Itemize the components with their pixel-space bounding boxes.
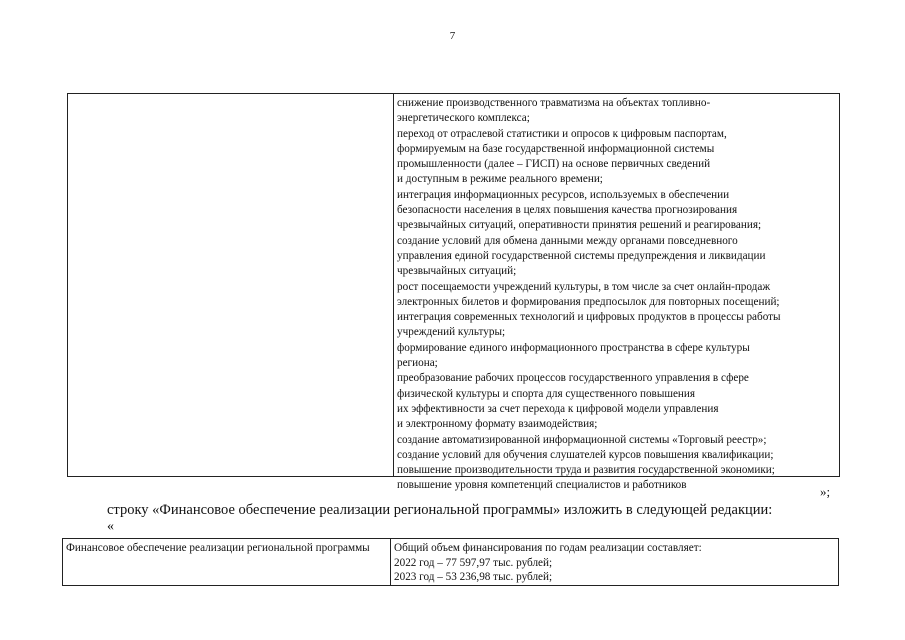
result-line: энергетического комплекса; [397, 112, 530, 125]
result-line: и доступным в режиме реального времени; [397, 173, 603, 186]
result-line: управления единой государственной системы предупреждения и ликвидации [397, 249, 766, 262]
result-line: физической культуры и спорта для существенного повышения [397, 387, 696, 400]
result-line: формируемым на базе государственной информационной системы [397, 142, 715, 155]
page-number: 7 [449, 30, 456, 42]
opening-quote-mark: « [107, 519, 114, 534]
result-line: повышение уровня компетенций специалистов и работников [397, 479, 687, 492]
financing-values-cell [394, 541, 702, 585]
result-line: их эффективности за счет перехода к цифровой модели управления [397, 402, 719, 415]
column-divider [393, 94, 394, 476]
closing-quote-mark: »; [820, 484, 831, 499]
result-line: снижение производственного травматизма на объектах топливно- [397, 97, 711, 109]
financing-label-cell: Финансовое обеспечение реализации региональной программы [66, 542, 370, 554]
result-line: учреждений культуры; [397, 326, 506, 339]
result-line: формирование единого информационного пространства в сфере культуры [397, 341, 750, 354]
expected-results-cell [397, 96, 837, 494]
result-line: интеграция информационных ресурсов, используемых в обеспечении [397, 188, 730, 201]
result-line: и электронному формату взаимодействия; [397, 418, 598, 431]
result-line: создание условий для обучения слушателей курсов повышения квалификации; [397, 448, 774, 461]
result-line: преобразование рабочих процессов государственного управления в сфере [397, 372, 749, 385]
result-line: чрезвычайных ситуаций; [397, 265, 517, 278]
amendment-instruction: строку «Финансовое обеспечение реализации региональной программы» изложить в следующей редакции: [107, 502, 773, 518]
result-line: создание условий для обмена данными между органами повседневного [397, 234, 738, 247]
result-line: интеграция современных технологий и цифровых продуктов в процессы работы [397, 311, 781, 324]
result-line: промышленности (далее – ГИСП) на основе первичных сведений [397, 158, 711, 171]
result-line: создание автоматизированной информационной системы «Торговый реестр»; [397, 433, 767, 446]
financing-line: Общий объем финансирования по годам реализации составляет: [394, 542, 702, 554]
column-divider [390, 539, 391, 585]
financing-line: 2023 год – 53 236,98 тыс. рублей; [394, 571, 553, 583]
program-table-continuation [67, 93, 840, 492]
result-line: безопасности населения в целях повышения качества прогнозирования [397, 204, 738, 217]
result-line: региона; [397, 357, 438, 370]
result-line: переход от отраслевой статистики и опросов к цифровым паспортам, [397, 127, 727, 140]
financing-table [62, 538, 839, 586]
result-line: рост посещаемости учреждений культуры, в том числе за счет онлайн-продаж [397, 280, 771, 293]
result-line: электронных билетов и формирования предпосылок для повторных посещений; [397, 295, 780, 308]
result-line: чрезвычайных ситуаций, оперативности принятия решений и реагирования; [397, 219, 762, 232]
result-line: повышение производительности труда и развития государственной экономики; [397, 464, 775, 477]
financing-line: 2022 год – 77 597,97 тыс. рублей; [394, 556, 553, 569]
